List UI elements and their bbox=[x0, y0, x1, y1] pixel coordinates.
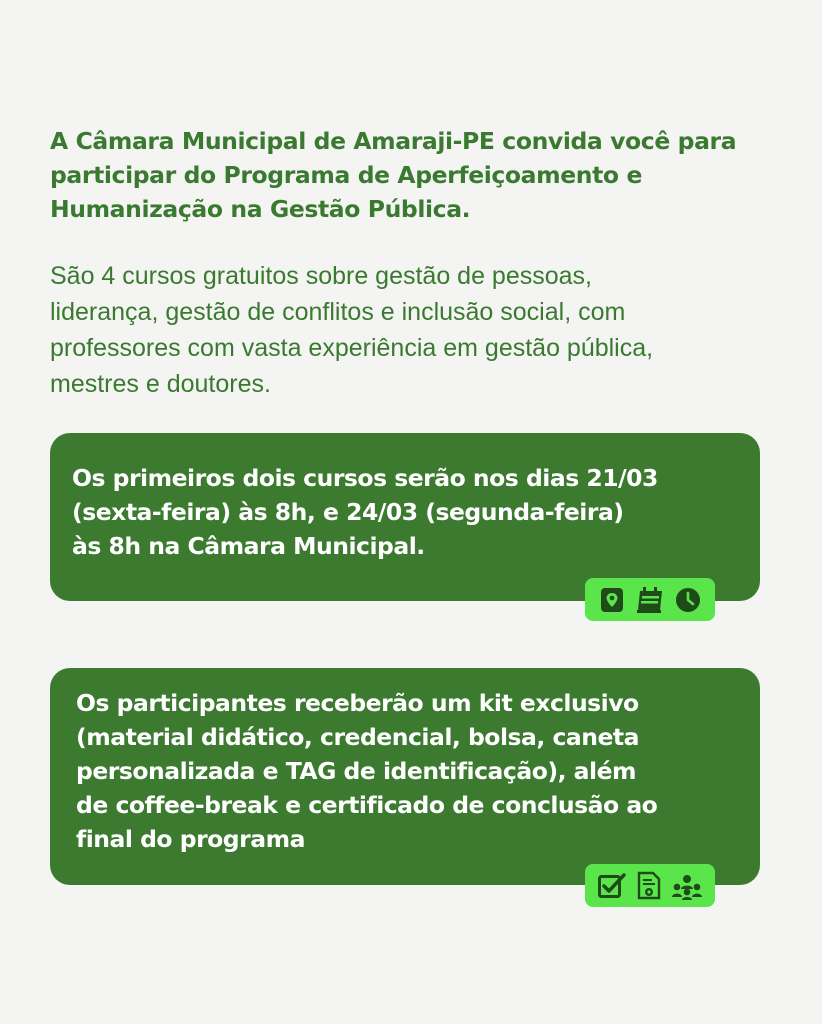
schedule-line: Os primeiros dois cursos serão nos dias 21/03 bbox=[72, 464, 658, 492]
clock-icon bbox=[674, 586, 702, 614]
schedule-icons-badge bbox=[585, 578, 715, 621]
heading-line: Humanização na Gestão Pública. bbox=[50, 195, 471, 223]
kit-line: de coffee-break e certificado de conclusão ao bbox=[76, 791, 658, 819]
kit-line: personalizada e TAG de identificação), além bbox=[76, 757, 637, 785]
intro-paragraph bbox=[50, 258, 780, 402]
kit-line: (material didático, credencial, bolsa, caneta bbox=[76, 723, 640, 751]
schedule-text bbox=[72, 461, 658, 563]
group-icon bbox=[671, 872, 703, 900]
heading bbox=[50, 124, 780, 226]
calendar-icon bbox=[635, 586, 665, 614]
schedule-line: às 8h na Câmara Municipal. bbox=[72, 532, 425, 560]
checkbox-icon bbox=[597, 872, 627, 900]
kit-line: Os participantes receberão um kit exclusivo bbox=[76, 689, 639, 717]
intro-line: liderança, gestão de conflitos e inclusão social, com bbox=[50, 298, 626, 326]
heading-line: A Câmara Municipal de Amaraji-PE convida você para bbox=[50, 127, 737, 155]
heading-line: participar do Programa de Aperfeiçoamento e bbox=[50, 161, 642, 189]
schedule-card bbox=[50, 433, 760, 601]
intro-line: mestres e doutores. bbox=[50, 370, 271, 398]
kit-card bbox=[50, 668, 760, 885]
intro-line: São 4 cursos gratuitos sobre gestão de pessoas, bbox=[50, 262, 592, 290]
schedule-line: (sexta-feira) às 8h, e 24/03 (segunda-feira) bbox=[72, 498, 624, 526]
kit-text bbox=[76, 686, 657, 856]
kit-line: final do programa bbox=[76, 825, 305, 853]
intro-line: professores com vasta experiência em gestão pública, bbox=[50, 334, 654, 362]
kit-icons-badge bbox=[585, 864, 715, 907]
location-pin-icon bbox=[598, 586, 626, 614]
certificate-icon bbox=[636, 871, 662, 901]
